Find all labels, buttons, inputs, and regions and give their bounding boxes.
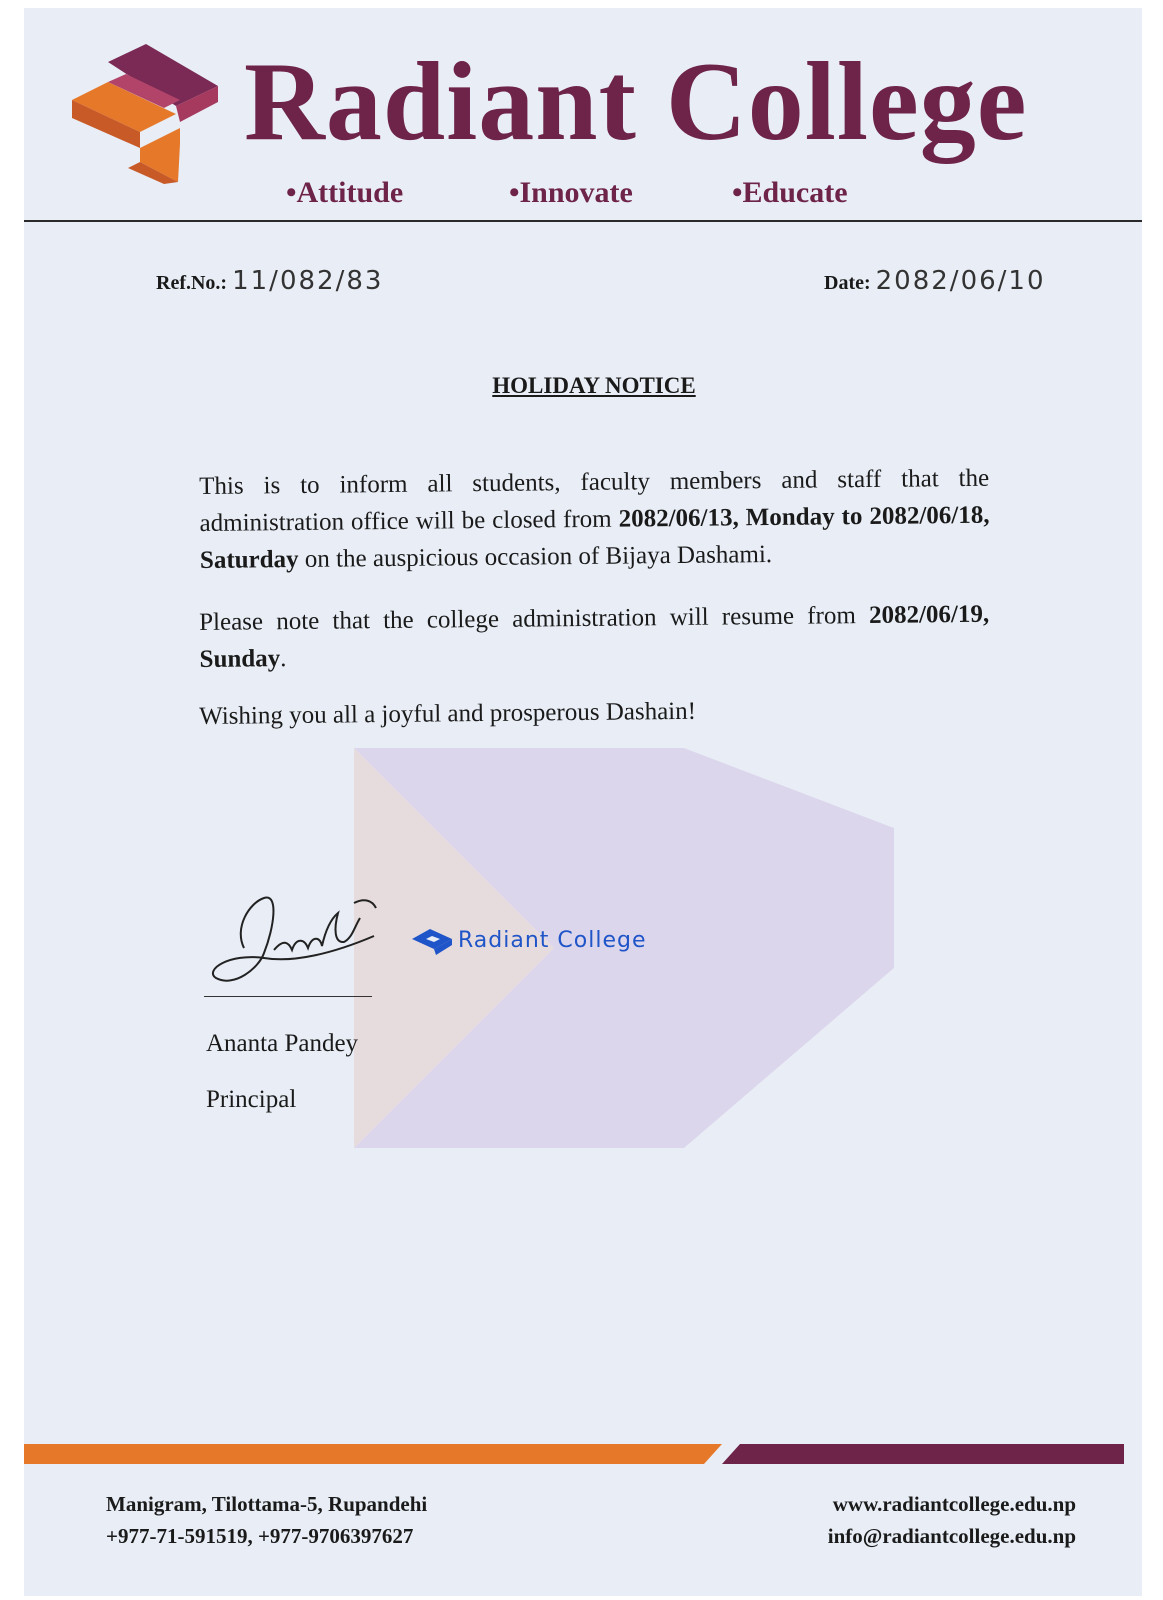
- college-logo-icon: [68, 44, 228, 184]
- p2-text-b: .: [280, 645, 287, 673]
- stamp-text: Radiant College: [458, 927, 647, 953]
- notice-paragraph-2: [199, 596, 990, 678]
- header-divider: [24, 220, 1142, 222]
- p1-text-a: This is to inform all students, faculty members and staff that the administration office will be closed from: [199, 464, 990, 537]
- date-value: 2082/06/10: [875, 266, 1046, 296]
- footer-contact-left: [106, 1488, 427, 1552]
- notice-paragraph-1: [199, 460, 990, 579]
- footer-email-link[interactable]: info@radiantcollege.edu.np: [827, 1524, 1076, 1548]
- p2-resume-date: 2082/06/19, Sunday: [199, 600, 990, 673]
- footer-address: Manigram, Tilottama-5, Rupandehi: [106, 1492, 428, 1516]
- college-stamp: [412, 923, 647, 957]
- stamp-logo-icon: [412, 923, 452, 957]
- principal-title: Principal: [206, 1086, 297, 1113]
- footer-phones: +977-71-591519, +977-9706397627: [106, 1524, 414, 1548]
- p1-text-b: on the auspicious occasion of Bijaya Dashami.: [298, 541, 773, 573]
- date-label: Date:: [824, 272, 871, 294]
- principal-signature: [204, 858, 404, 998]
- footer-color-bars: [24, 1444, 1142, 1468]
- ref-label: Ref.No.:: [156, 272, 228, 294]
- motto-attitude: •Attitude: [286, 176, 404, 209]
- footer-website-link[interactable]: www.radiantcollege.edu.np: [832, 1492, 1076, 1516]
- notice-paragraph-3: Wishing you all a joyful and prosperous Dashain!: [199, 697, 697, 730]
- p2-text-a: Please note that the college administration will resume from: [199, 601, 870, 636]
- reference-number: [156, 266, 383, 296]
- notice-title: HOLIDAY NOTICE: [492, 373, 696, 398]
- college-name-heading: Radiant College: [244, 40, 1028, 164]
- motto-innovate: •Innovate: [509, 176, 633, 209]
- signature-line: [204, 996, 372, 997]
- letterhead-page: [24, 8, 1142, 1596]
- motto-educate: •Educate: [732, 176, 848, 209]
- ref-value: 11/082/83: [232, 266, 384, 296]
- principal-name: Ananta Pandey: [206, 1030, 359, 1057]
- footer-contact-right: [828, 1488, 1076, 1552]
- p1-dates: 2082/06/13, Monday to 2082/06/18, Saturday: [199, 501, 990, 574]
- notice-date: [824, 266, 1046, 296]
